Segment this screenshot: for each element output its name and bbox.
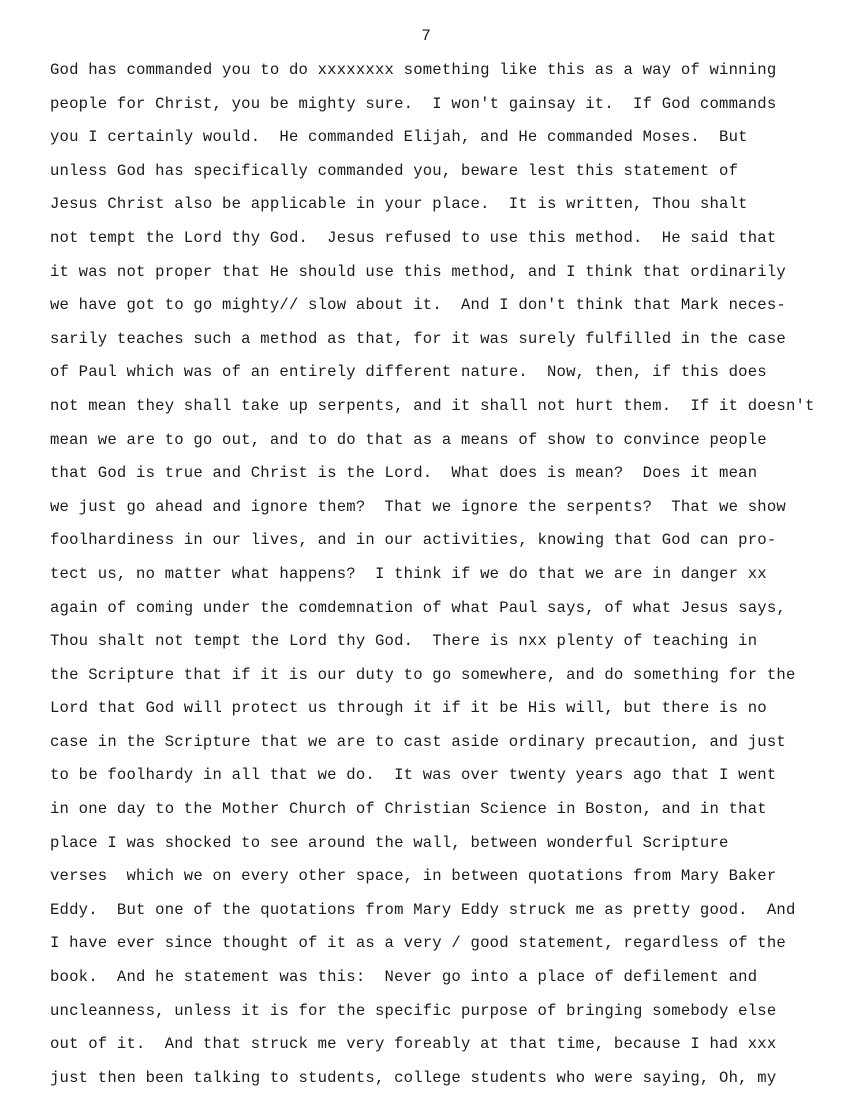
- text-line: people for Christ, you be mighty sure. I won't gainsay it. If God commands: [50, 94, 777, 113]
- text-line: foolhardiness in our lives, and in our activities, knowing that God can pro-: [50, 531, 777, 550]
- text-line: again of coming under the comdemnation of what Paul says, of what Jesus says,: [50, 598, 786, 617]
- text-line: we have got to go mighty// slow about it. And I don't think that Mark neces-: [50, 296, 786, 315]
- text-line: tect us, no matter what happens? I think if we do that we are in danger xx: [50, 564, 767, 583]
- text-line: it was not proper that He should use this method, and I think that ordinarily: [50, 262, 786, 281]
- text-line: case in the Scripture that we are to cast aside ordinary precaution, and just: [50, 732, 786, 751]
- text-line: out of it. And that struck me very foreably at that time, because I had xxx: [50, 1035, 777, 1054]
- text-line: in one day to the Mother Church of Christian Science in Boston, and in that: [50, 800, 767, 819]
- text-line: that God is true and Christ is the Lord. What does is mean? Does it mean: [50, 464, 758, 483]
- text-line: just then been talking to students, college students who were saying, Oh, my: [50, 1068, 777, 1087]
- text-line: of Paul which was of an entirely different nature. Now, then, if this does: [50, 363, 767, 382]
- text-line: Lord that God will protect us through it if it be His will, but there is no: [50, 699, 767, 718]
- text-line: mean we are to go out, and to do that as a means of show to convince people: [50, 430, 767, 449]
- text-line: the Scripture that if it is our duty to go somewhere, and do something for the: [50, 665, 796, 684]
- text-line: sarily teaches such a method as that, for it was surely fulfilled in the case: [50, 329, 786, 348]
- text-line: to be foolhardy in all that we do. It was over twenty years ago that I went: [50, 766, 777, 785]
- text-line: Jesus Christ also be applicable in your place. It is written, Thou shalt: [50, 195, 748, 214]
- text-line: God has commanded you to do xxxxxxxx something like this as a way of winning: [50, 61, 777, 79]
- text-line: place I was shocked to see around the wall, between wonderful Scripture: [50, 833, 729, 852]
- text-line: verses which we on every other space, in between quotations from Mary Baker: [50, 867, 777, 886]
- body-text: [50, 60, 852, 1101]
- text-line: not mean they shall take up serpents, and it shall not hurt them. If it doesn't: [50, 396, 815, 415]
- text-line: unless God has specifically commanded you, beware lest this statement of: [50, 161, 739, 180]
- text-line: uncleanness, unless it is for the specific purpose of bringing somebody else: [50, 1001, 777, 1020]
- text-line: Thou shalt not tempt the Lord thy God. There is nxx plenty of teaching in: [50, 632, 758, 651]
- text-line: you I certainly would. He commanded Elijah, and He commanded Moses. But: [50, 128, 748, 147]
- text-line: book. And he statement was this: Never go into a place of defilement and: [50, 968, 758, 987]
- page-number: 7: [421, 27, 431, 45]
- text-line: not tempt the Lord thy God. Jesus refused to use this method. He said that: [50, 228, 777, 247]
- text-line: Eddy. But one of the quotations from Mary Eddy struck me as pretty good. And: [50, 900, 796, 919]
- text-line: we just go ahead and ignore them? That we ignore the serpents? That we show: [50, 497, 786, 516]
- text-line: I have ever since thought of it as a very / good statement, regardless of the: [50, 934, 786, 953]
